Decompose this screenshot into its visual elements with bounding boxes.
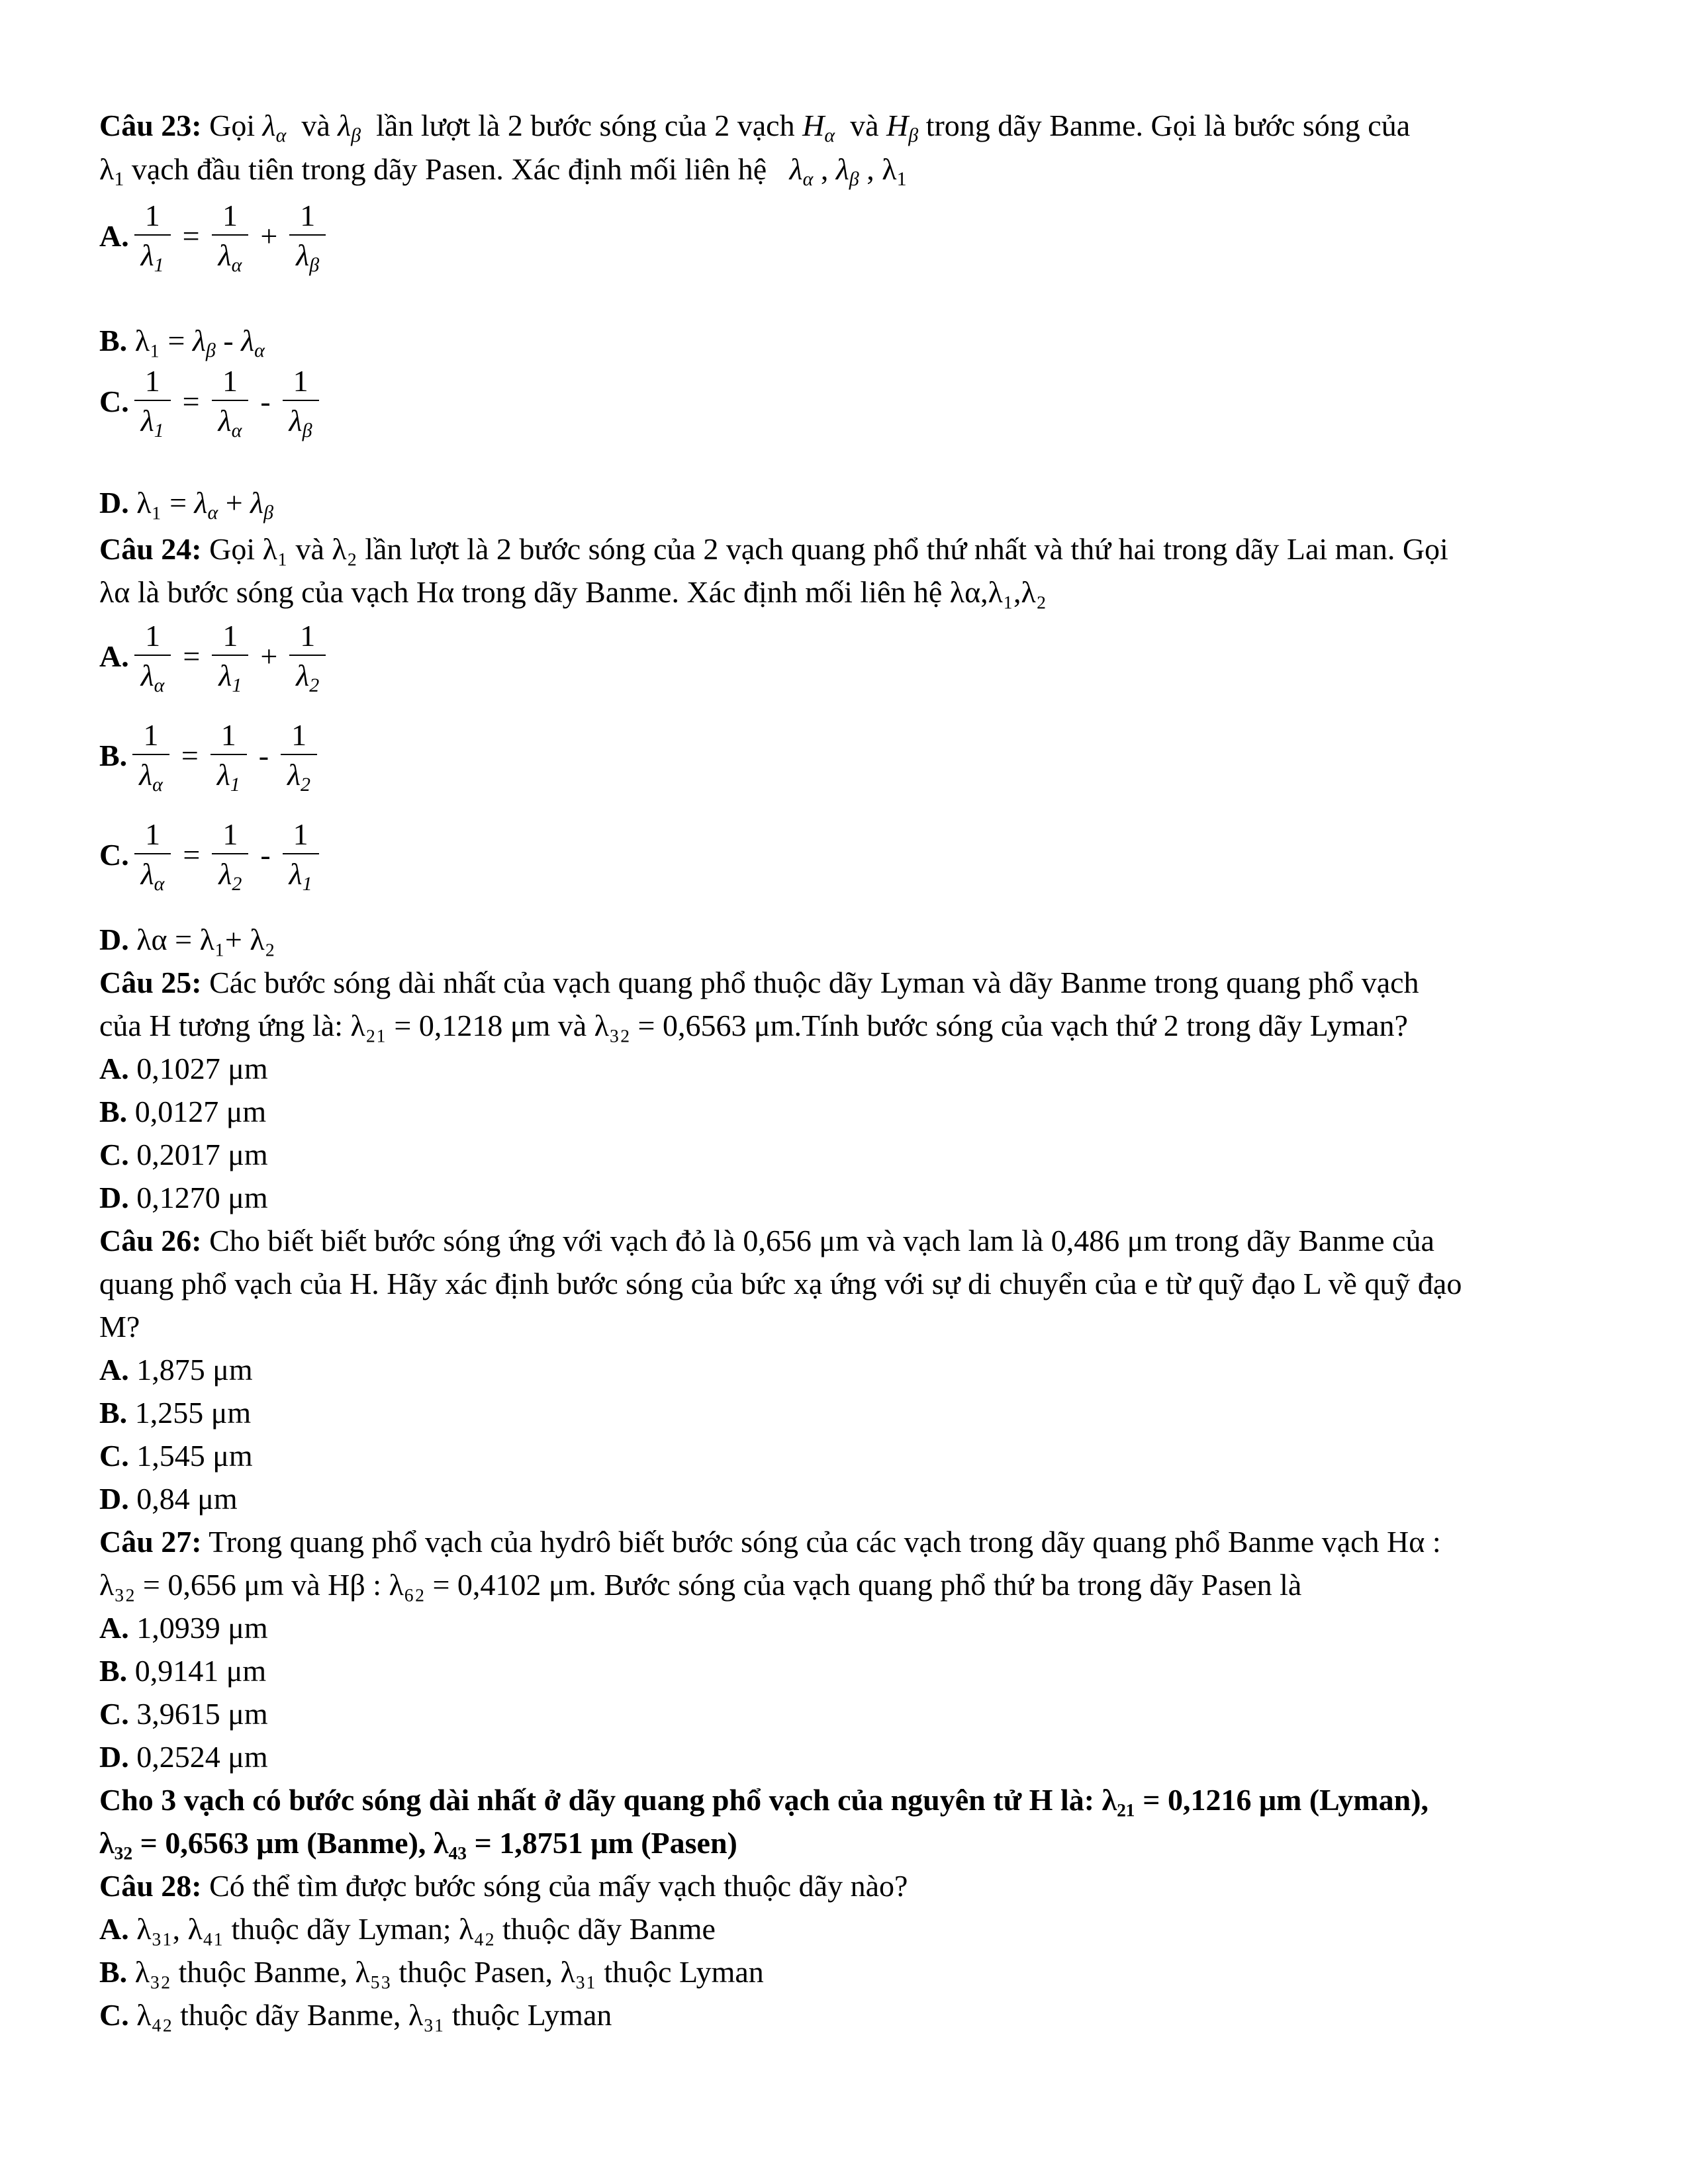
q28-line1 bbox=[99, 1866, 908, 1906]
q28-option-c[interactable] bbox=[99, 1995, 612, 2035]
q24-label: Câu 24: bbox=[99, 532, 202, 566]
q25-option-b[interactable] bbox=[99, 1092, 266, 1132]
q24-option-a[interactable]: A. $\frac{1}{\lambda_\alpha}$ = $\frac{1}{\lambda_1}$ + $\frac{1}{\lambda_2}$ bbox=[99, 619, 331, 693]
q27-text: Trong quang phổ vạch của hydrô biết bước sóng của các vạch trong dãy quang phổ Banme vạch Hα : bbox=[209, 1525, 1441, 1559]
option-text: λ₁ = bbox=[136, 486, 187, 520]
q25-text: Các bước sóng dài nhất của vạch quang phổ thuộc dãy Lyman và dãy Banme trong quang phổ vạch bbox=[209, 966, 1419, 999]
q27-option-d[interactable] bbox=[99, 1737, 268, 1777]
q28-option-a[interactable] bbox=[99, 1909, 716, 1949]
q23-option-b[interactable]: B. $\lambda_1 = \lambda_\beta - \lambda_\alpha$ bbox=[99, 324, 265, 361]
q23-text: và bbox=[301, 109, 330, 142]
intro-line2 bbox=[99, 1823, 737, 1863]
q27-option-a[interactable] bbox=[99, 1608, 268, 1648]
q26-line3 bbox=[99, 1307, 140, 1347]
q26-line2 bbox=[99, 1264, 1462, 1304]
q27-option-c[interactable] bbox=[99, 1694, 268, 1734]
option-letter: A. bbox=[99, 1052, 129, 1085]
q24-line1 bbox=[99, 529, 1448, 569]
intro-line1 bbox=[99, 1780, 1429, 1820]
option-text: 1,255 μm bbox=[134, 1396, 252, 1430]
q25-line1 bbox=[99, 963, 1419, 1003]
option-text: 0,84 μm bbox=[136, 1482, 238, 1516]
q26-text: Cho biết biết bước sóng ứng với vạch đỏ là 0,656 μm và vạch lam là 0,486 μm trong dãy Banme của bbox=[209, 1224, 1434, 1257]
q25-option-c[interactable] bbox=[99, 1135, 268, 1175]
intro-text: Cho 3 vạch có bước sóng dài nhất ở dãy quang phổ vạch của nguyên tử H là: λ₂₁ = 0,1216 μm (Lyman), bbox=[99, 1783, 1429, 1817]
q25-label: Câu 25: bbox=[99, 966, 202, 999]
q23-option-c[interactable]: C. $\frac{1}{\lambda_1}$ = $\frac{1}{\lambda_\alpha}$ - $\frac{1}{\lambda_\beta}$ bbox=[99, 364, 324, 438]
option-letter: B. bbox=[99, 1654, 128, 1688]
option-letter: D. bbox=[99, 1740, 129, 1774]
option-text: 3,9615 μm bbox=[136, 1697, 268, 1731]
q24-option-c[interactable]: C. $\frac{1}{\lambda_\alpha}$ = $\frac{1}{\lambda_2}$ - $\frac{1}{\lambda_1}$ bbox=[99, 817, 324, 891]
q24-line2 bbox=[99, 572, 1047, 612]
q27-line1 bbox=[99, 1522, 1441, 1562]
q25-text: của H tương ứng là: λ₂₁ = 0,1218 μm và λ₃₂ = 0,6563 μm.Tính bước sóng của vạch thứ 2 trong dãy Lyman? bbox=[99, 1009, 1408, 1042]
option-text: 0,1027 μm bbox=[136, 1052, 268, 1085]
q28-text: Có thể tìm được bước sóng của mấy vạch thuộc dãy nào? bbox=[209, 1869, 908, 1903]
option-letter: B. bbox=[99, 1955, 128, 1989]
option-text: 0,1270 μm bbox=[136, 1181, 268, 1214]
option-letter: A. bbox=[99, 218, 129, 253]
q25-option-d[interactable] bbox=[99, 1178, 268, 1218]
option-letter: B. bbox=[99, 1396, 128, 1430]
option-letter: C. bbox=[99, 384, 129, 418]
option-letter: C. bbox=[99, 1697, 129, 1731]
q26-option-c[interactable] bbox=[99, 1436, 253, 1476]
option-letter: C. bbox=[99, 837, 129, 872]
option-text: λ₁ = bbox=[134, 324, 185, 357]
q24-text: Gọi λ₁ và λ₂ lần lượt là 2 bước sóng của 2 vạch quang phổ thứ nhất và thứ hai trong dãy Lai man. Gọi bbox=[209, 532, 1448, 566]
q28-option-b[interactable] bbox=[99, 1952, 764, 1992]
q23-text: lần lượt là 2 bước sóng của 2 vạch bbox=[376, 109, 795, 142]
q28-label: Câu 28: bbox=[99, 1869, 202, 1903]
q26-option-d[interactable] bbox=[99, 1479, 238, 1519]
q23-line2: $\lambda_1$ vạch đầu tiên trong dãy Pasen. Xác định mối liên hệ $\lambda_\alpha$ , $\lambda_\beta$ , $\lambda_1$ bbox=[99, 152, 907, 190]
q23-text: vạch đầu tiên trong dãy Pasen. Xác định mối liên hệ bbox=[131, 152, 767, 186]
q27-label: Câu 27: bbox=[99, 1525, 202, 1559]
q26-option-b[interactable] bbox=[99, 1393, 251, 1433]
option-letter: D. bbox=[99, 486, 129, 520]
q27-text: λ₃₂ = 0,656 μm và Hβ : λ₆₂ = 0,4102 μm. Bước sóng của vạch quang phổ thứ ba trong dãy Pasen là bbox=[99, 1568, 1302, 1602]
q24-option-b[interactable]: B. $\frac{1}{\lambda_\alpha}$ = $\frac{1}{\lambda_1}$ - $\frac{1}{\lambda_2}$ bbox=[99, 718, 322, 792]
q23-label: Câu 23: bbox=[99, 109, 202, 142]
q26-line1 bbox=[99, 1221, 1434, 1261]
q24-option-d[interactable] bbox=[99, 920, 275, 960]
option-letter: A. bbox=[99, 639, 129, 673]
option-text: 1,875 μm bbox=[136, 1353, 253, 1387]
option-letter: D. bbox=[99, 1482, 129, 1516]
q23-line1: Câu 23: Gọi $\lambda_\alpha$ và $\lambda_\beta$ lần lượt là 2 bước sóng của 2 vạch $H_\alpha$ và $H_\beta$ trong dãy Banme. Gọi là bước sóng của bbox=[99, 109, 1411, 146]
q27-line2 bbox=[99, 1565, 1301, 1605]
option-text: 0,9141 μm bbox=[134, 1654, 267, 1688]
option-letter: A. bbox=[99, 1353, 129, 1387]
intro-text: λ₃₂ = 0,6563 μm (Banme), λ₄₃ = 1,8751 μm (Pasen) bbox=[99, 1826, 737, 1860]
option-letter: C. bbox=[99, 1998, 129, 2032]
option-letter: B. bbox=[99, 1095, 128, 1128]
q26-option-a[interactable] bbox=[99, 1350, 253, 1390]
option-letter: D. bbox=[99, 1181, 129, 1214]
option-text: λ₃₂ thuộc Banme, λ₅₃ thuộc Pasen, λ₃₁ thuộc Lyman bbox=[134, 1955, 764, 1989]
q23-text: Gọi bbox=[209, 109, 256, 142]
q27-option-b[interactable] bbox=[99, 1651, 266, 1691]
q24-text: λα là bước sóng của vạch Hα trong dãy Banme. Xác định mối liên hệ λα,λ₁,λ₂ bbox=[99, 575, 1047, 609]
q25-line2 bbox=[99, 1006, 1408, 1046]
option-letter: C. bbox=[99, 1439, 129, 1473]
q23-text: và bbox=[850, 109, 879, 142]
option-letter: D. bbox=[99, 923, 129, 956]
q23-option-a[interactable]: A. $\frac{1}{\lambda_1}$ = $\frac{1}{\lambda_\alpha}$ + $\frac{1}{\lambda_\beta}$ bbox=[99, 199, 331, 273]
option-letter: A. bbox=[99, 1611, 129, 1645]
option-text: 0,2017 μm bbox=[136, 1138, 268, 1171]
option-text: 1,545 μm bbox=[136, 1439, 253, 1473]
q23-option-d[interactable]: D. $\lambda_1 = \lambda_\alpha + \lambda_\beta$ bbox=[99, 486, 274, 523]
option-text: λα = λ₁+ λ₂ bbox=[136, 923, 275, 956]
option-letter: C. bbox=[99, 1138, 129, 1171]
option-text: 0,0127 μm bbox=[134, 1095, 267, 1128]
option-letter: B. bbox=[99, 738, 128, 772]
option-text: λ₄₂ thuộc dãy Banme, λ₃₁ thuộc Lyman bbox=[136, 1998, 612, 2032]
option-text: λ₃₁, λ₄₁ thuộc dãy Lyman; λ₄₂ thuộc dãy Banme bbox=[136, 1912, 716, 1946]
q26-text: M? bbox=[99, 1310, 140, 1343]
q26-text: quang phổ vạch của H. Hãy xác định bước sóng của bức xạ ứng với sự di chuyển của e từ quỹ đạo L về quỹ đạo bbox=[99, 1267, 1462, 1300]
q25-option-a[interactable] bbox=[99, 1049, 268, 1089]
option-letter: A. bbox=[99, 1912, 129, 1946]
option-letter: B. bbox=[99, 324, 128, 357]
q23-text: trong dãy Banme. Gọi là bước sóng của bbox=[925, 109, 1411, 142]
option-text: 1,0939 μm bbox=[136, 1611, 268, 1645]
q26-label: Câu 26: bbox=[99, 1224, 202, 1257]
option-text: 0,2524 μm bbox=[136, 1740, 268, 1774]
